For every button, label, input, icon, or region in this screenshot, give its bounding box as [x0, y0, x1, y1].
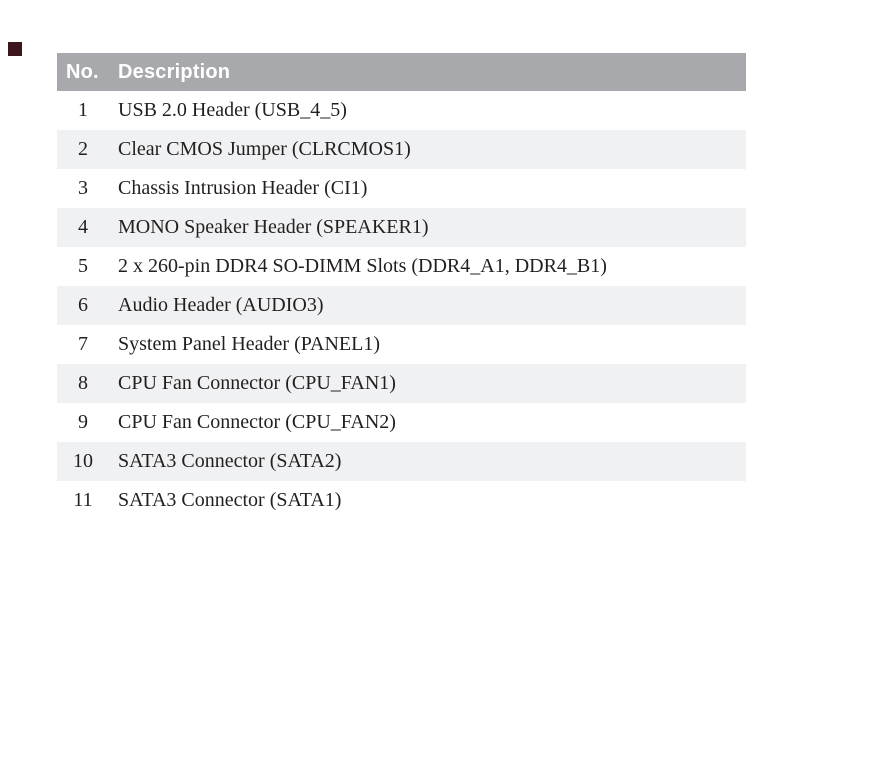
row-number: 6 — [78, 294, 88, 316]
table-row — [57, 286, 746, 325]
table-row — [57, 403, 746, 442]
table-row — [57, 364, 746, 403]
table-row — [57, 442, 746, 481]
row-description: USB 2.0 Header (USB_4_5) — [118, 99, 347, 121]
row-number: 8 — [78, 372, 88, 394]
row-description: SATA3 Connector (SATA1) — [118, 489, 342, 511]
row-number: 1 — [78, 99, 88, 121]
row-description: Clear CMOS Jumper (CLRCMOS1) — [118, 138, 411, 160]
table-row — [57, 325, 746, 364]
column-header-no: No. — [57, 53, 118, 91]
row-description: MONO Speaker Header (SPEAKER1) — [118, 216, 429, 238]
table-row — [57, 130, 746, 169]
row-description: CPU Fan Connector (CPU_FAN1) — [118, 372, 396, 394]
row-description: System Panel Header (PANEL1) — [118, 333, 380, 355]
table-row — [57, 208, 746, 247]
row-description: CPU Fan Connector (CPU_FAN2) — [118, 411, 396, 433]
row-number: 10 — [73, 450, 93, 472]
row-number: 4 — [78, 216, 88, 238]
table-header — [57, 53, 746, 91]
row-number: 11 — [73, 489, 93, 511]
row-description: SATA3 Connector (SATA2) — [118, 450, 342, 472]
row-description: Audio Header (AUDIO3) — [118, 294, 324, 316]
component-description-table — [57, 53, 746, 520]
table-row — [57, 169, 746, 208]
table-row — [57, 91, 746, 130]
table-row — [57, 481, 746, 520]
row-number: 3 — [78, 177, 88, 199]
table-row — [57, 247, 746, 286]
row-number: 7 — [78, 333, 88, 355]
row-description: 2 x 260-pin DDR4 SO-DIMM Slots (DDR4_A1, DDR4_B1) — [118, 255, 607, 277]
row-number: 5 — [78, 255, 88, 277]
page-edge-marker-icon — [8, 42, 22, 56]
table-body — [57, 91, 746, 520]
column-header-description: Description — [118, 53, 746, 91]
row-description: Chassis Intrusion Header (CI1) — [118, 177, 368, 199]
row-number: 9 — [78, 411, 88, 433]
table-header-row — [57, 53, 746, 91]
row-number: 2 — [78, 138, 88, 160]
